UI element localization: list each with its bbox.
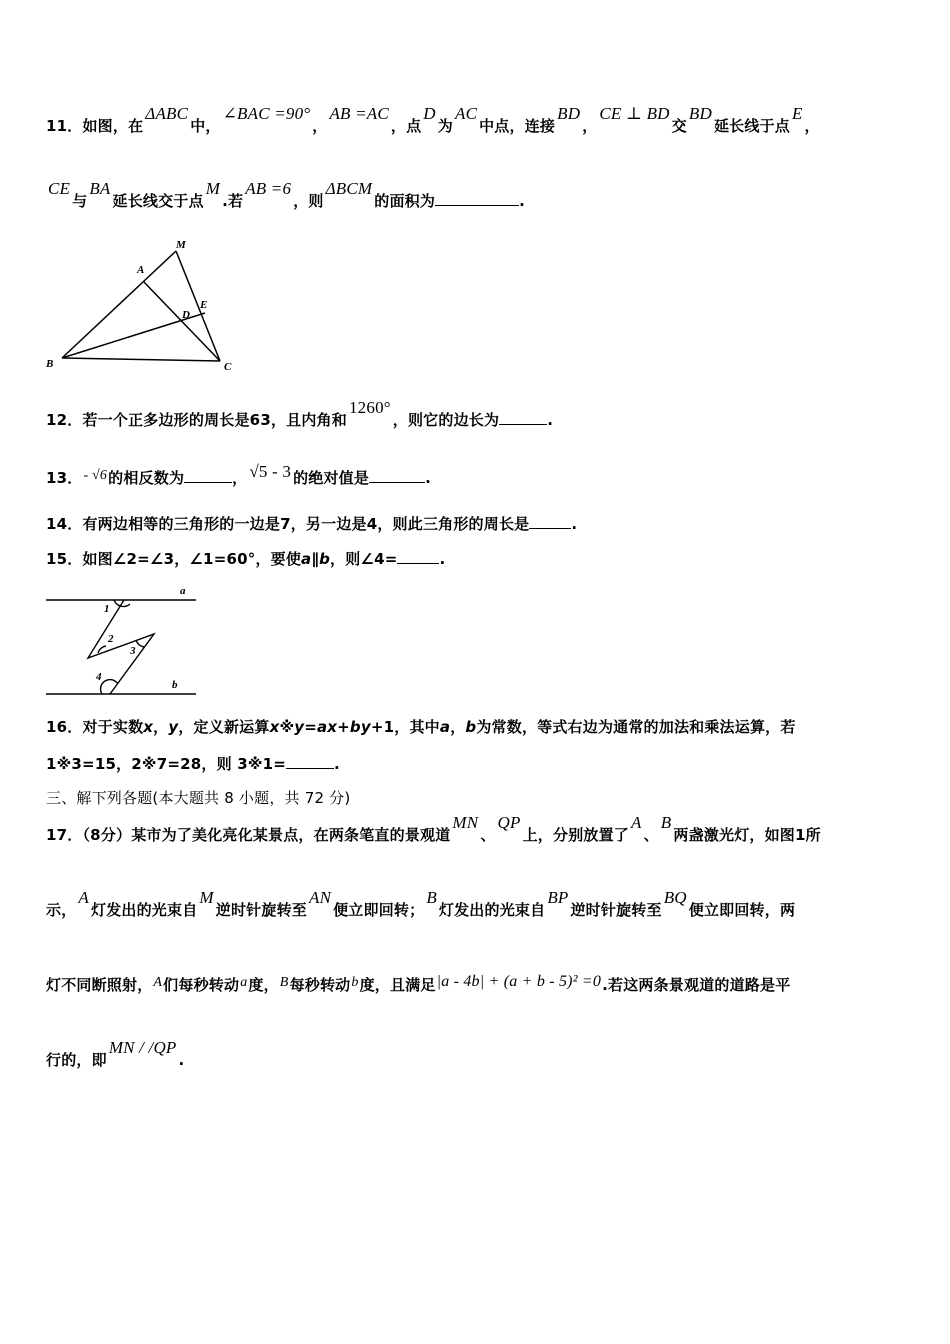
angle-4-label: 4 — [96, 671, 102, 683]
math-expr: B — [426, 888, 437, 907]
math-expr: M — [199, 888, 214, 907]
label-C: C — [224, 361, 232, 373]
label-A: A — [137, 264, 145, 276]
math-expr: |a - 4b| + (a + b - 5)² =0 — [436, 973, 602, 990]
math-expr: BD — [688, 104, 712, 123]
math-expr: B — [660, 813, 672, 832]
angle-1-label: 1 — [104, 603, 110, 615]
math-expr: AC — [454, 104, 478, 123]
label-D: D — [182, 309, 190, 321]
math-expr: AB =6 — [245, 179, 292, 198]
triangle-figure-q11 — [40, 236, 240, 376]
question-16-line-1: 16．对于实数x，y，定义新运算x※y=ax+by+1，其中a，b为常数，等式右边为通常的加法和乘法运算，若 — [46, 718, 796, 736]
question-17-line-2: 示，A灯发出的光束自M逆时针旋转至AN便立即回转；B灯发出的光束自BP逆时针旋转至BQ便立即回转，两 — [46, 888, 796, 919]
math-expr: QP — [497, 813, 521, 832]
answer-blank — [184, 470, 232, 483]
question-11-line-2: CE与BA延长线交于点M.若AB =6，则ΔBCM的面积为 . — [48, 179, 525, 210]
math-expr: CE ⊥ BD — [599, 104, 670, 123]
label-b: b — [172, 679, 178, 691]
math-expr: √5 - 3 — [249, 462, 292, 481]
label-M: M — [176, 239, 186, 251]
math-expr: BQ — [663, 888, 687, 907]
question-16-line-2: 1※3=15，2※7=28，则 3※1= . — [46, 755, 340, 773]
answer-blank — [369, 470, 425, 483]
question-number: 11． — [46, 117, 83, 135]
answer-blank — [435, 193, 519, 206]
question-14: 14．有两边相等的三角形的一边是7，另一边是4，则此三角形的周长是 . — [46, 515, 578, 533]
question-15: 15．如图∠2=∠3，∠1=60°，要使a∥b，则∠4= . — [46, 550, 446, 568]
angle-2-label: 2 — [108, 633, 114, 645]
math-expr: MN — [452, 813, 479, 832]
question-17-line-3: 灯不同断照射，A们每秒转动a度，B每秒转动b度，且满足|a - 4b| + (a + b - 5)² =0.若这两条景观道的道路是平 — [46, 973, 791, 994]
question-17-line-1: 17．（8分）某市为了美化亮化某景点，在两条笔直的景观道MN、QP上，分别放置了A、B两盏激光灯，如图1所 — [46, 813, 821, 844]
label-E: E — [200, 299, 208, 311]
math-expr: BD — [557, 104, 581, 123]
math-expr: AN — [308, 888, 332, 907]
math-expr: B — [279, 975, 289, 990]
math-expr: MN / /QP — [108, 1038, 177, 1057]
math-expr: CE — [48, 179, 71, 198]
math-expr: b — [351, 975, 359, 990]
section-heading: 三、解下列各题(本大题共 8 小题，共 72 分) — [46, 789, 351, 807]
math-expr: 1260° — [348, 398, 391, 417]
answer-blank — [499, 412, 547, 425]
question-12: 12．若一个正多边形的周长是63，且内角和1260°，则它的边长为 . — [46, 398, 554, 429]
label-B: B — [46, 358, 54, 370]
question-11-line-1: 11．如图，在ΔABC中，∠BAC =90°，AB =AC，点D为AC中点，连接BD，CE ⊥ BD交BD延长线于点E， — [46, 104, 820, 135]
math-expr: M — [205, 179, 221, 198]
math-expr: a — [240, 975, 248, 990]
label-a: a — [180, 585, 186, 597]
answer-blank — [286, 756, 334, 769]
math-expr: ΔBCM — [325, 179, 373, 198]
math-expr: D — [423, 104, 436, 123]
math-expr: A — [78, 888, 89, 907]
math-expr: - √6 — [83, 468, 108, 483]
math-expr: ΔABC — [145, 104, 189, 123]
math-expr: AB =AC — [329, 104, 389, 123]
parallel-lines-figure-q15 — [42, 580, 202, 700]
math-expr: A — [631, 813, 642, 832]
question-17-line-4: 行的，即MN / /QP. — [46, 1038, 185, 1069]
math-expr: BP — [547, 888, 569, 907]
math-expr: E — [791, 104, 803, 123]
math-expr: BA — [89, 179, 111, 198]
angle-3-label: 3 — [130, 645, 136, 657]
answer-blank — [529, 516, 571, 529]
question-13: 13．- √6的相反数为 ， √5 - 3 的绝对值是 . — [46, 462, 431, 487]
math-expr: A — [153, 975, 163, 990]
math-expr: ∠BAC =90° — [222, 104, 311, 123]
answer-blank — [397, 551, 439, 564]
